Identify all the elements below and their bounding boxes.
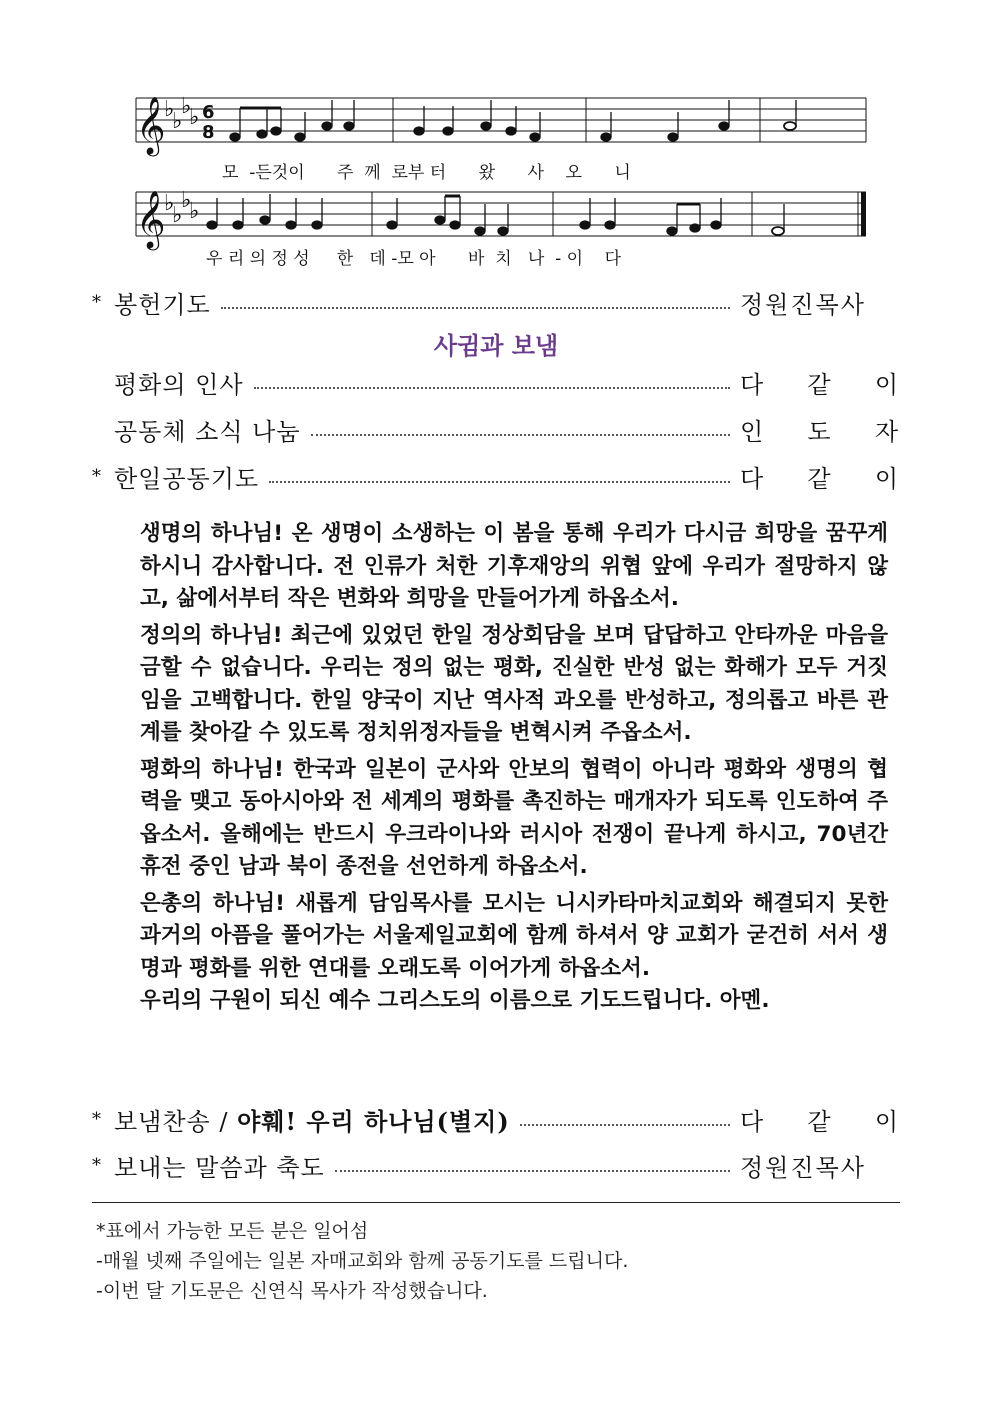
footnote: -매월 넷째 주일에는 일본 자매교회와 함께 공동기도를 드립니다. bbox=[96, 1250, 629, 1272]
svg-text:♭: ♭ bbox=[181, 94, 192, 119]
order-item-offertory-prayer bbox=[92, 286, 900, 318]
prayer-paragraph: 평화의 하나님! 한국과 일본이 군사와 안보의 협력이 아니라 평화와 생명의 협력을 맺고 동아시아와 전 세계의 평화를 촉진하는 매개자가 되도록 인도하여 주옵소서. 올해에는 반드시 우크라이나와 러시아 전쟁이 끝나게 하시고, 70년간 휴전 중인 남과 북이 종전을 선언하게 하옵소서. bbox=[140, 756, 888, 879]
prayer-paragraph: 생명의 하나님! 온 생명이 소생하는 이 봄을 통해 우리가 다시금 희망을 꿈꾸게 하시니 감사합니다. 전 인류가 처한 기후재앙의 위협 앞에 우리가 절망하지 않고, 삶에서부터 작은 변화와 희망을 만들어가게 하옵소서. bbox=[140, 521, 888, 611]
section-title: 사귐과 보냄 bbox=[433, 332, 559, 360]
dot-leader bbox=[520, 1124, 730, 1126]
svg-text:♭: ♭ bbox=[189, 199, 200, 224]
footnote: -이번 달 기도문은 신연식 목사가 작성했습니다. bbox=[96, 1280, 488, 1302]
treble-clef-icon: 𝄞 bbox=[136, 96, 166, 154]
treble-clef-icon: 𝄞 bbox=[136, 190, 166, 248]
dot-leader bbox=[311, 434, 730, 436]
order-item-name: 평화의 인사 bbox=[114, 370, 244, 399]
order-item-name: 한일공동기도 bbox=[114, 464, 260, 493]
order-item-peace-greeting bbox=[92, 366, 900, 398]
order-item-name: 봉헌기도 bbox=[114, 290, 211, 319]
order-item-leader: 인 도 자 bbox=[740, 417, 900, 446]
svg-text:♭: ♭ bbox=[172, 203, 183, 228]
standing-mark: * bbox=[92, 1154, 101, 1176]
order-item-name-prefix: 보냄찬송 / bbox=[114, 1107, 238, 1136]
dot-leader bbox=[335, 1170, 730, 1172]
svg-text:♭: ♭ bbox=[164, 191, 175, 216]
svg-text:♭: ♭ bbox=[189, 105, 200, 130]
svg-text:♭: ♭ bbox=[164, 97, 175, 122]
order-item-leader: 다 같 이 bbox=[740, 1107, 900, 1136]
order-item-leader: 정원진목사 bbox=[740, 290, 866, 319]
prayer-text bbox=[140, 518, 888, 1018]
order-item-benediction bbox=[92, 1149, 900, 1181]
order-item-name: 공동체 소식 나눔 bbox=[114, 417, 301, 446]
time-signature-top: 6 bbox=[202, 102, 215, 123]
music-staff bbox=[0, 0, 992, 270]
dot-leader bbox=[269, 481, 730, 483]
standing-mark: * bbox=[92, 291, 101, 313]
hymn-lyrics-line-2: 우 리 의 정 성 한 데 -모 아 바 치 나 - 이 다 bbox=[206, 249, 622, 269]
order-item-leader: 다 같 이 bbox=[740, 370, 900, 399]
order-item-name: 보내는 말씀과 축도 bbox=[114, 1153, 325, 1182]
svg-text:♭: ♭ bbox=[181, 188, 192, 213]
prayer-paragraph: 은총의 하나님! 새롭게 담임목사를 모시는 니시카타마치교회와 해결되지 못한 과거의 아픔을 풀어가는 서울제일교회에 함께 하셔서 양 교회가 굳건히 서서 생명과 평화를 위한 연대를 오래도록 이어가게 하옵소서. bbox=[140, 890, 888, 981]
order-item-community-news bbox=[92, 413, 900, 445]
order-item-leader: 다 같 이 bbox=[740, 464, 900, 493]
prayer-paragraph: 정의의 하나님! 최근에 있었던 한일 정상회담을 보며 답답하고 안타까운 마음을 금할 수 없습니다. 우리는 정의 없는 평화, 진실한 반성 없는 화해가 모두 거짓임을 고백합니다. 한일 양국이 지난 역사적 과오를 반성하고, 정의롭고 바른 관계를 찾아갈 수 있도록 정치위정자들을 변혁시켜 주옵소서. bbox=[140, 622, 888, 745]
dot-leader bbox=[221, 307, 730, 309]
time-signature-bottom: 8 bbox=[202, 122, 215, 143]
prayer-closing: 우리의 구원이 되신 예수 그리스도의 이름으로 기도드립니다. 아멘. bbox=[140, 988, 770, 1013]
order-item-name bbox=[114, 1102, 510, 1137]
order-item-sending-hymn bbox=[92, 1103, 900, 1135]
hymn-lyrics-line-1: 모 -든것이 주 께 로부 터 왔 사 오 니 bbox=[222, 163, 631, 183]
dot-leader bbox=[254, 387, 730, 389]
footnotes bbox=[96, 1216, 628, 1306]
hymn-title: 야훼! 우리 하나님(별지) bbox=[237, 1106, 510, 1136]
hymn-score bbox=[0, 0, 992, 274]
flat-key-signature-icon bbox=[164, 94, 199, 228]
standing-mark: * bbox=[92, 1108, 101, 1130]
divider bbox=[92, 1202, 900, 1203]
standing-mark: * bbox=[92, 465, 101, 487]
svg-text:♭: ♭ bbox=[172, 109, 183, 134]
order-item-joint-prayer bbox=[92, 460, 900, 492]
footnote: *표에서 가능한 모든 분은 일어섬 bbox=[96, 1220, 369, 1242]
order-item-leader: 정원진목사 bbox=[740, 1153, 866, 1182]
